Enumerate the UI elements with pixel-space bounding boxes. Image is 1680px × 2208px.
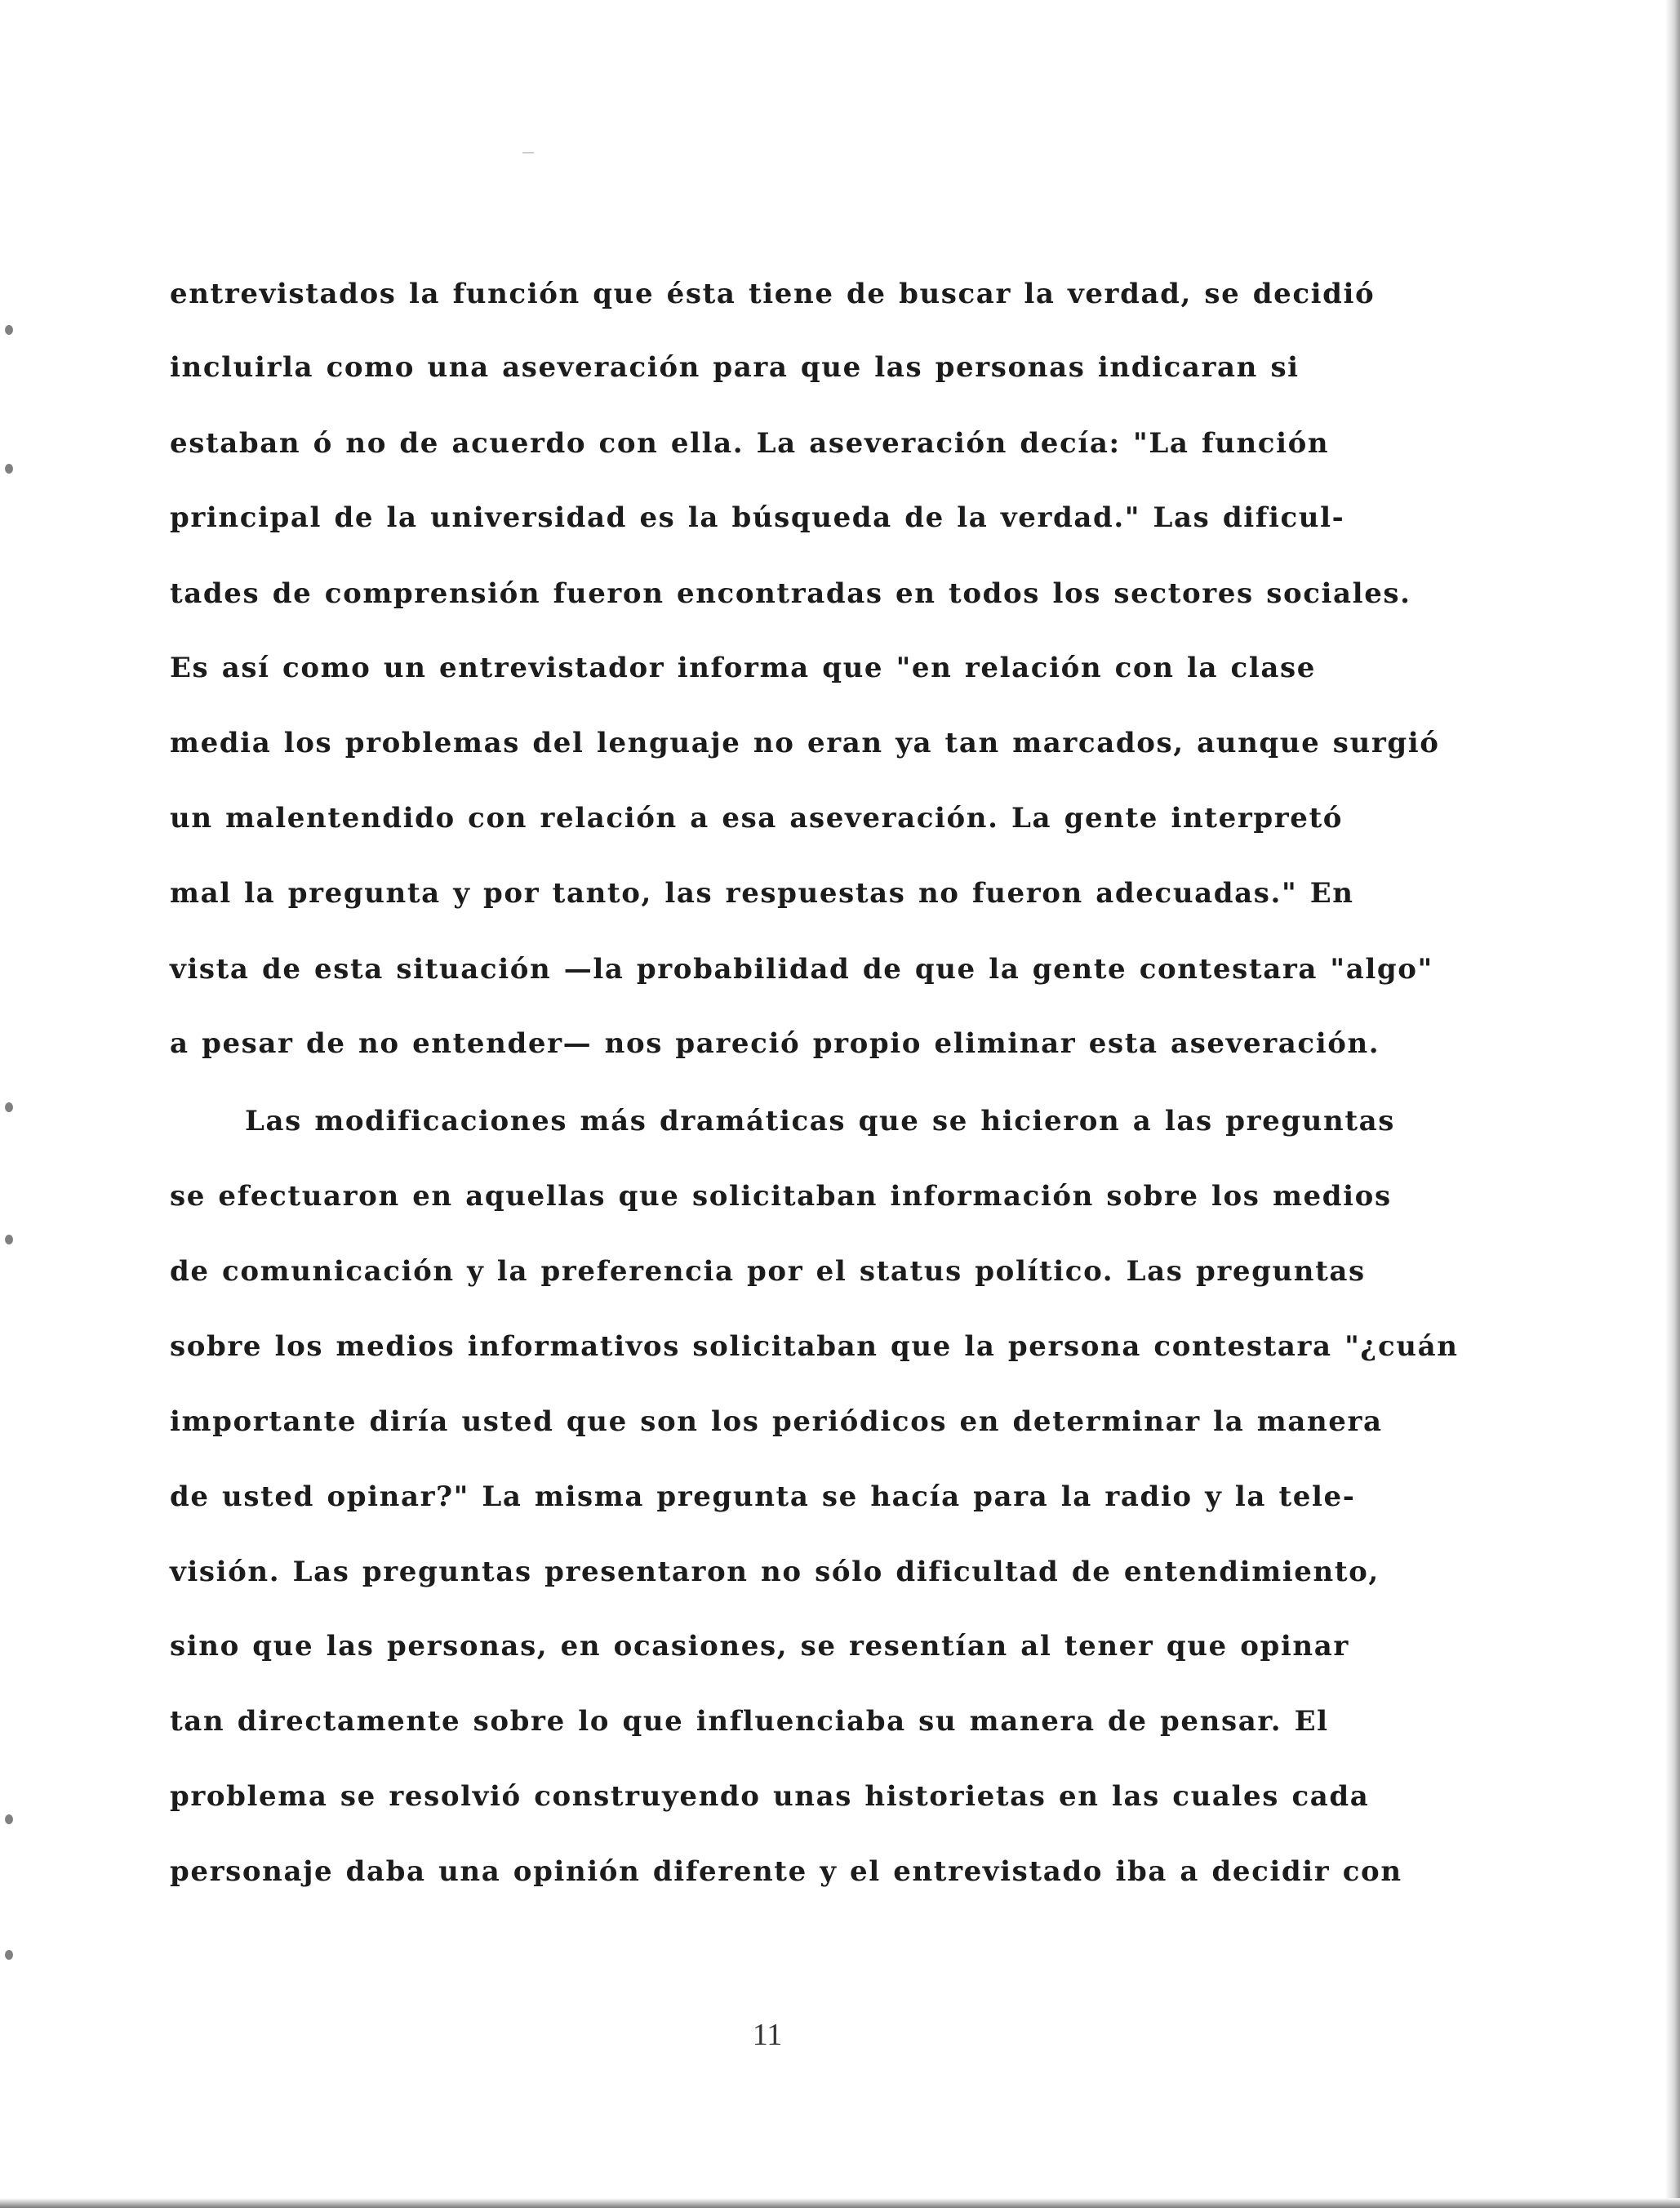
paragraph-first-line: Las modificaciones más dramáticas que se hicieron a las preguntas [245,1105,1396,1137]
text-line: a pesar de no entender— nos pareció propio eliminar esta aseveración. [170,1027,1380,1060]
text-line: personaje daba una opinión diferente y el entrevistado iba a decidir con [170,1855,1402,1888]
page-number: 11 [752,2018,783,2052]
scan-artifact [522,152,534,154]
text-line: mal la pregunta y por tanto, las respuestas no fueron adecuadas." En [170,877,1354,910]
text-line: de comunicación y la preferencia por el status político. Las preguntas [170,1255,1366,1288]
page-bottom-edge [0,2198,1680,2208]
text-line: importante diría usted que son los periódicos en determinar la manera [170,1405,1383,1438]
text-line: problema se resolvió construyendo unas historietas en las cuales cada [170,1780,1370,1813]
binding-mark [5,1235,13,1244]
binding-mark [5,1102,13,1112]
text-line: entrevistados la función que ésta tiene de buscar la verdad, se decidió [170,278,1376,310]
page-edge-shadow [1665,0,1680,2208]
text-line: de usted opinar?" La misma pregunta se hacía para la radio y la tele- [170,1480,1356,1513]
binding-mark [5,1950,13,1960]
text-line: tades de comprensión fueron encontradas en todos los sectores sociales. [170,577,1411,610]
text-line: tan directamente sobre lo que influenciaba su manera de pensar. El [170,1705,1329,1738]
binding-mark [5,464,13,474]
text-line: sino que las personas, en ocasiones, se resentían al tener que opinar [170,1630,1349,1663]
text-line: estaban ó no de acuerdo con ella. La aseveración decía: "La función [170,427,1330,460]
text-line: se efectuaron en aquellas que solicitaban información sobre los medios [170,1180,1392,1213]
text-line: principal de la universidad es la búsqueda de la verdad." Las dificul- [170,501,1345,534]
text-line: sobre los medios informativos solicitaban que la persona contestara "¿cuán [170,1330,1459,1363]
text-line: vista de esta situación —la probabilidad de que la gente contestara "algo" [170,953,1433,986]
text-line: un malentendido con relación a esa aseveración. La gente interpretó [170,802,1344,835]
binding-mark [5,325,13,335]
text-line: media los problemas del lenguaje no eran ya tan marcados, aunque surgió [170,727,1440,759]
binding-mark [5,1814,13,1824]
text-line: Es así como un entrevistador informa que "en relación con la clase [170,652,1316,684]
text-line: incluirla como una aseveración para que las personas indicaran si [170,351,1300,384]
text-line: visión. Las preguntas presentaron no sólo dificultad de entendimiento, [170,1556,1380,1588]
